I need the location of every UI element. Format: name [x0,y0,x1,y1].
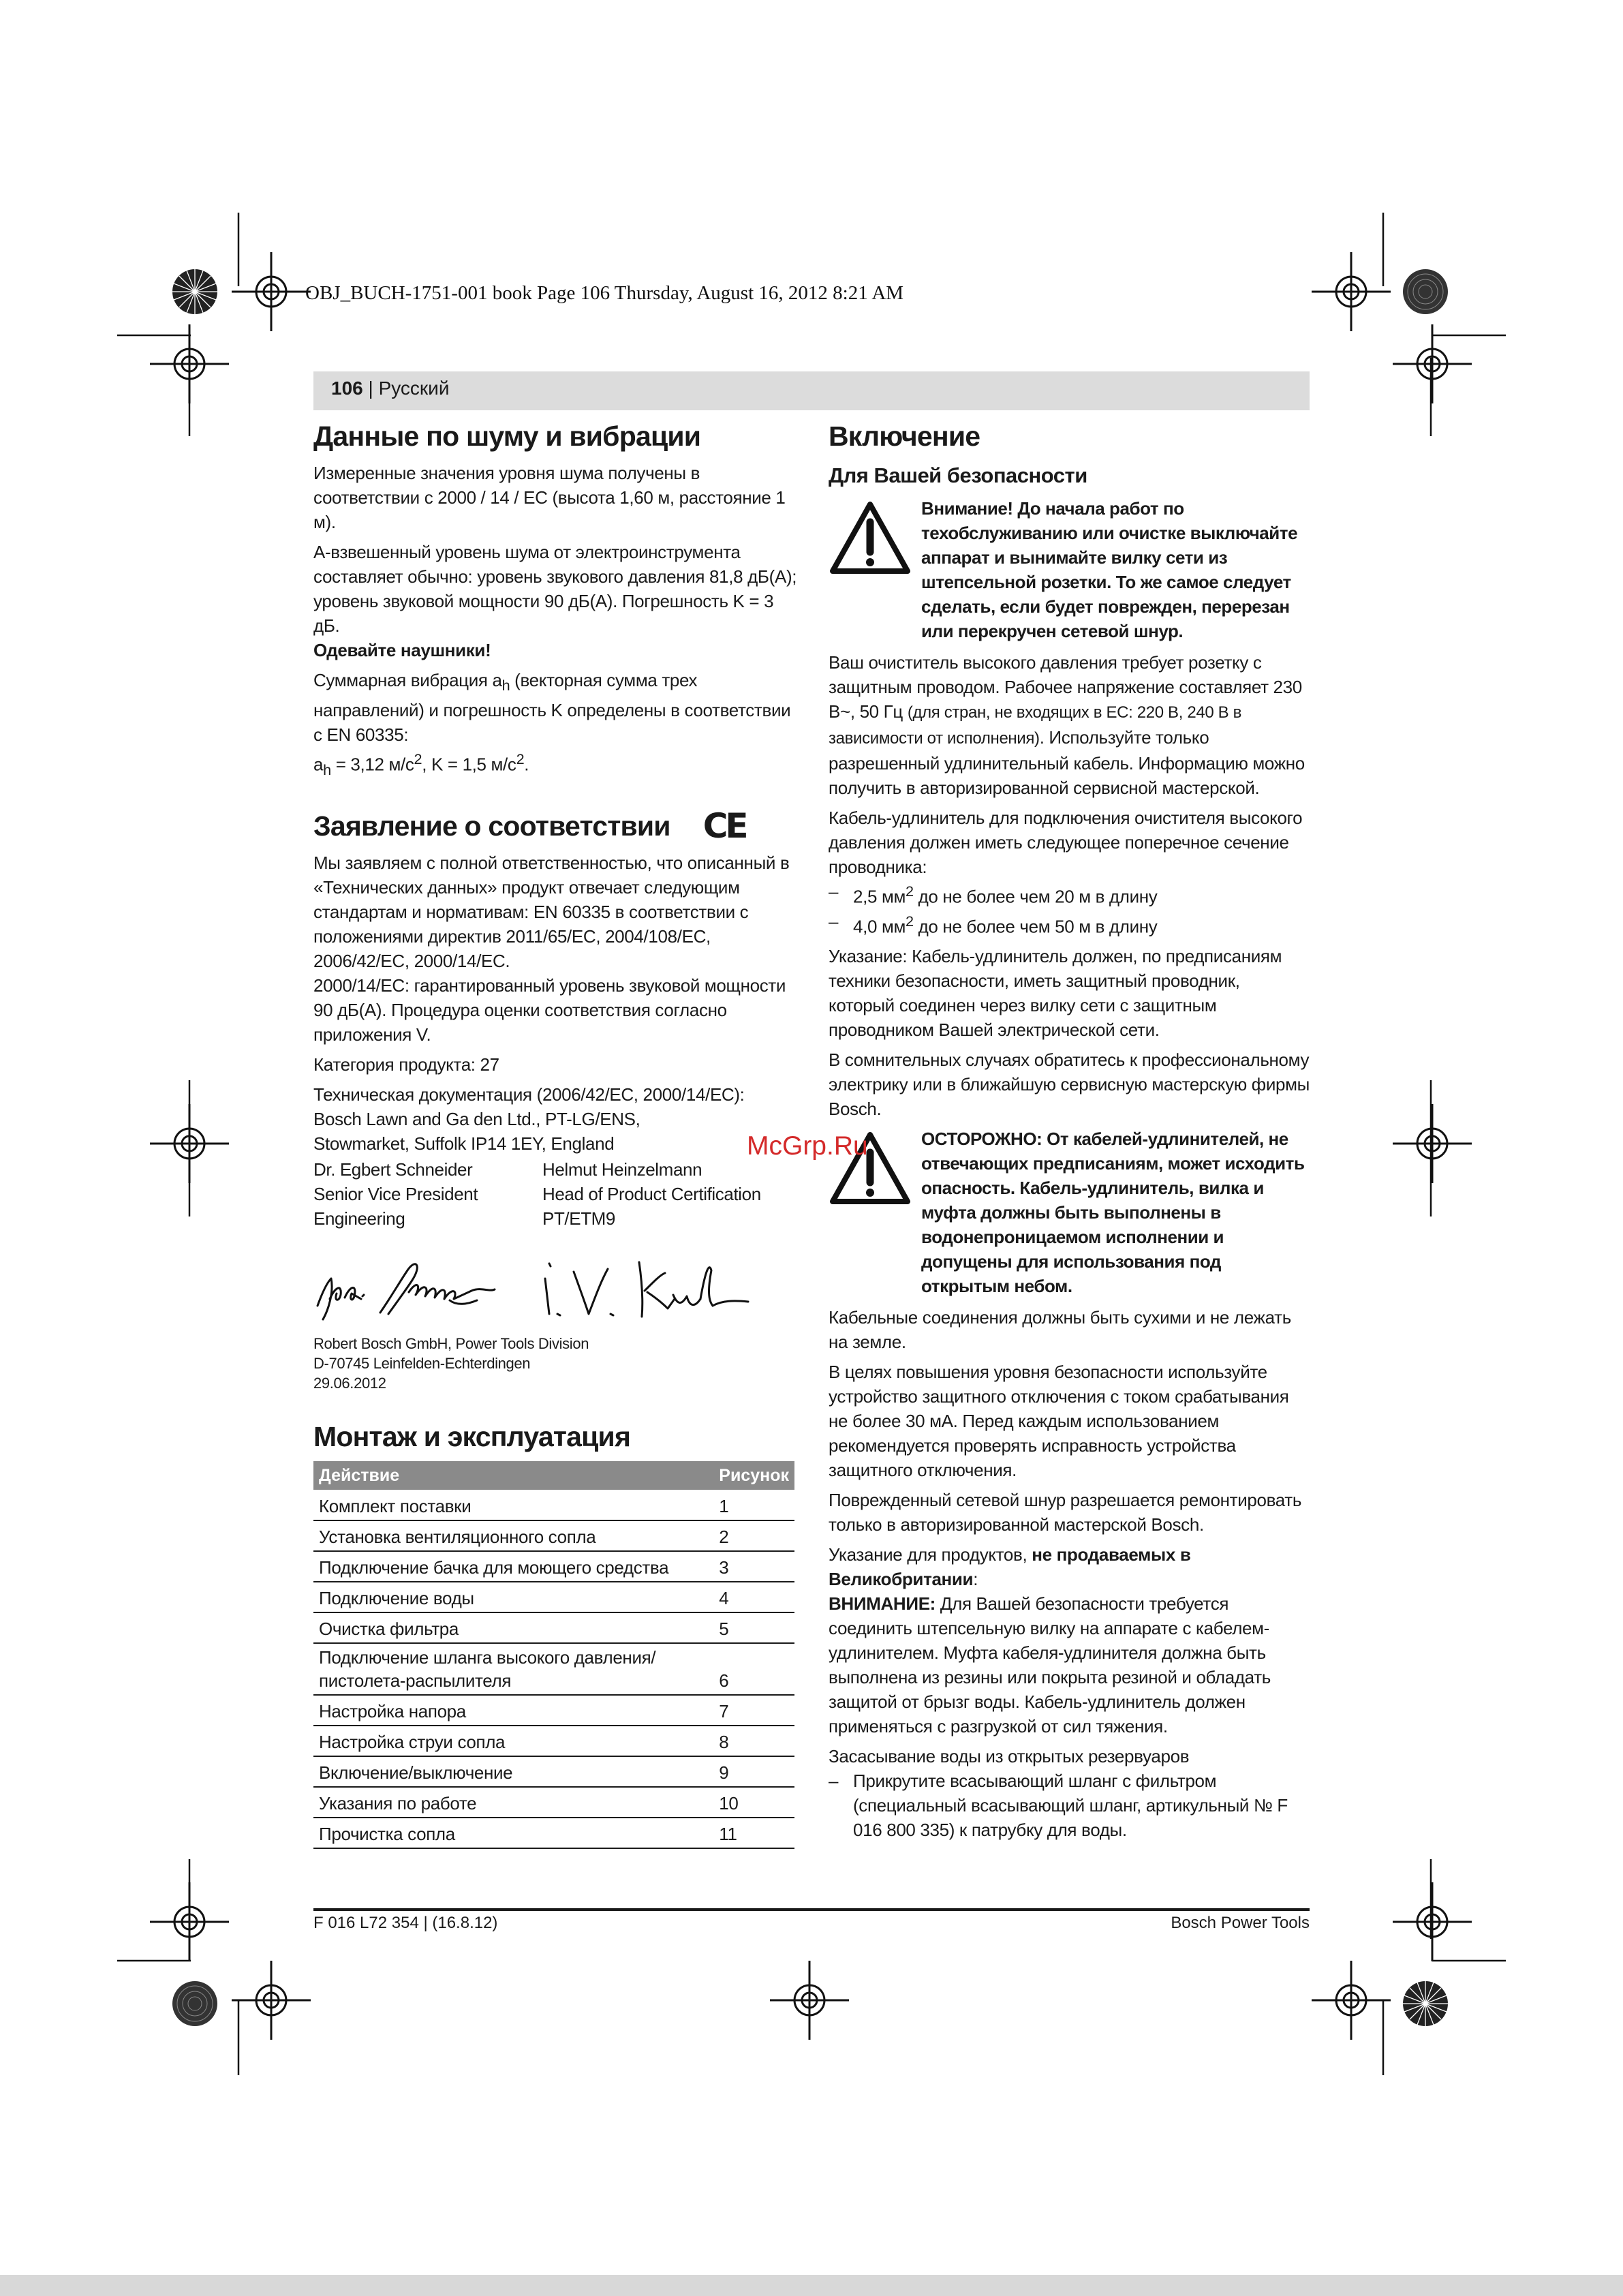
conformity-paragraph: 2000/14/EC: гарантированный уровень звуковой мощности 90 дБ(A). Процедура оценки соответствия согласно приложения V. [313,975,786,1045]
signer-name: Helmut Heinzelmann [542,1159,702,1180]
table-cell-action: Подключение воды [313,1582,713,1612]
table-cell-action: Подключение бачка для моющего средства [313,1551,713,1582]
vibration-subscript: h [323,761,331,779]
registration-sunburst-icon [172,269,218,315]
list-item [829,909,1310,939]
vibration-value: , K = 1,5 м/с [422,754,516,775]
vibration-superscript: 2 [516,750,525,768]
table-cell-action: Настройка струи сопла [313,1726,713,1756]
attention-text: Для Вашей безопасности требуется соединить штепсельную вилку на аппарате с кабелем-удлинителем. Муфта кабеля-удлинителя должна быть выполнена из резины или покрыта резиной и обладать защитой от брызг воды. Кабель-удлинитель должен применяться с разгрузкой от сил тяжения. [829,1593,1271,1737]
header-language: Русский [378,378,450,399]
print-slug: OBJ_BUCH-1751-001 book Page 106 Thursday, August 16, 2012 8:21 AM [305,282,904,304]
vibration-subscript: h [501,677,510,694]
watermark: McGrp.Ru [747,1131,868,1161]
footer-rule [313,1908,1310,1911]
assembly-table [313,1461,794,1849]
page-header [313,371,1310,410]
warning-block [829,1127,1310,1298]
suction-list [829,1769,1310,1842]
table-row [313,1643,794,1695]
noise-title: Данные по шуму и вибрации [313,420,701,452]
uk-note-end: : [973,1569,978,1590]
table-row [313,1756,794,1787]
cable-length: до не более чем 50 м в длину [913,916,1158,937]
signer-title: Head of Product Certification [542,1184,761,1205]
table-cell-action: Комплект поставки [313,1490,713,1520]
left-column [313,417,800,1849]
table-cell-figure: 2 [713,1520,794,1551]
table-cell-figure: 3 [713,1551,794,1582]
vibration-text: Суммарная вибрация a [313,670,502,690]
registration-sunburst-icon [172,1980,218,2027]
table-row [313,1695,794,1726]
warning-triangle-icon [829,496,921,643]
signers [313,1157,800,1231]
tech-doc-line: Stowmarket, Suffolk IP14 1EY, England [313,1133,615,1154]
note-paragraph: В сомнительных случаях обратитесь к профессиональному электрику или в ближайшую сервисную мастерскую фирмы Bosch. [829,1050,1310,1120]
vibration-symbol: a [313,754,324,775]
table-cell-action: Установка вентиляционного сопла [313,1520,713,1551]
signer-1 [313,1157,542,1231]
right-column [829,417,1310,1848]
list-item: – Прикрутите всасывающий шланг с фильтром (специальный всасывающий шланг, артикульный № F 016 800 335) к патрубку для воды. [829,1769,1310,1842]
noise-paragraph: Измеренные значения уровня шума получены в соответствии с 2000 / 14 / EC (высота 1,60 м, расстояние 1 м). [313,463,786,532]
table-cell-action: Указания по работе [313,1787,713,1818]
table-row [313,1582,794,1612]
table-row [313,1726,794,1756]
power-text: Ваш очиститель высокого давления требует розетку с защитным проводом. Рабочее напряжение составляет 230 В~, 50 Гц [829,652,1302,722]
vibration-paragraph [313,668,800,747]
table-row [313,1490,794,1520]
list-item [829,879,1310,909]
signer-title: Senior Vice President [313,1184,478,1205]
power-paragraph: В целях повышения уровня безопасности используйте устройство защитного отключения с током срабатывания не более 30 мА. Перед каждым использованием рекомендуется проверять исправность устройства защитного отключения. [829,1362,1289,1481]
noise-warning: Одевайте наушники! [313,640,491,660]
noise-paragraph: А-взвешенный уровень шума от электроинструмента составляет обычно: уровень звукового давления 81,8 дБ(A); уровень звуковой мощности 90 дБ(A). Погрешность K = 3 дБ. [313,542,797,636]
power-title: Включение [829,420,980,452]
table-row [313,1787,794,1818]
table-header-row [313,1461,794,1490]
attention-paragraph [829,1591,1310,1739]
company-info [313,1334,800,1393]
registration-sunburst-icon [1402,269,1449,315]
uk-note-bold: не продаваемых в Великобритании [829,1544,1191,1590]
table-cell-figure: 7 [713,1695,794,1726]
power-text: . Используйте только разрешенный удлинительный кабель. Информацию можно получить в авторизированной сервисной мастерской. [829,727,1305,798]
product-category: Категория продукта: 27 [313,1054,499,1075]
tech-doc-line: Техническая документация (2006/42/EC, 2000/14/EC): [313,1084,745,1105]
cable-list [829,879,1310,938]
bottom-bar [0,2275,1623,2296]
table-cell-action: Очистка фильтра [313,1612,713,1643]
tech-doc-line: Bosch Lawn and Ga den Ltd., PT-LG/ENS, [313,1109,640,1130]
uk-note [829,1542,1310,1591]
table-cell-figure: 5 [713,1612,794,1643]
registration-sunburst-icon [1402,1980,1449,2027]
signer-title: PT/ETM9 [542,1208,615,1229]
cable-paragraph: Кабель-удлинитель для подключения очистителя высокого давления должен иметь следующее поперечное сечение проводника: [829,808,1303,877]
table-row [313,1612,794,1643]
page-number: 106 [331,378,363,399]
table-cell-action: Подключение шланга высокого давления/ пистолета-распылителя [313,1643,713,1695]
cable-length: до не более чем 20 м в длину [913,886,1158,907]
conformity-heading [313,807,800,845]
table-cell-action: Включение/выключение [313,1756,713,1787]
cable-size: 2,5 мм [853,886,906,907]
vibration-value: = 3,12 м/с [330,754,414,775]
cable-superscript: 2 [906,883,914,900]
attention-label: ВНИМАНИЕ: [829,1593,936,1614]
table-cell-figure: 10 [713,1787,794,1818]
table-cell-figure: 9 [713,1756,794,1787]
power-paragraph [829,650,1310,800]
ce-mark-icon: CE [702,806,746,846]
table-cell-action: Прочистка сопла [313,1818,713,1848]
table-row [313,1520,794,1551]
note-paragraph: Указание: Кабель-удлинитель должен, по предписаниям техники безопасности, иметь защитный проводник, который соединен через вилку сети с защитным проводником Вашей электрической сети. [829,946,1282,1041]
suction-title: Засасывание воды из открытых резервуаров [829,1746,1190,1767]
warning-block [829,496,1310,643]
power-paragraph: Кабельные соединения должны быть сухими и не лежать на земле. [829,1307,1291,1353]
assembly-title: Монтаж и эксплуатация [313,1421,631,1453]
footer-doc-number: F 016 L72 354 | (16.8.12) [313,1914,498,1932]
signer-2 [542,1157,761,1231]
vibration-end: . [524,754,529,775]
safety-subtitle: Для Вашей безопасности [829,463,1087,487]
page-header-text [331,378,449,399]
signer-title: Engineering [313,1208,405,1229]
table-cell-figure: 4 [713,1582,794,1612]
table-row [313,1551,794,1582]
cable-size: 4,0 мм [853,916,906,937]
table-cell-figure: 8 [713,1726,794,1756]
vibration-text: (векторная сумма трех направлений) и погрешность K определены в соответствии с EN 60335: [313,670,791,746]
signer-name: Dr. Egbert Schneider [313,1159,473,1180]
table-header-figure: Рисунок [713,1461,794,1490]
table-row [313,1818,794,1848]
company-line: D-70745 Leinfelden-Echterdingen [313,1355,531,1373]
footer-brand: Bosch Power Tools [1171,1914,1310,1932]
warning-text: Внимание! До начала работ по техобслуживанию или очистке выключайте аппарат и вынимайте вилку сети из штепсельной розетки. То же самое следует сделать, если будет поврежден, перерезан или перекручен сетевой шнур. [921,498,1298,641]
power-text-small: (для стран, не входящих в ЕС: 220 В, 240 В в зависимости от исполнения) [829,703,1242,748]
conformity-date: 29.06.2012 [313,1375,386,1392]
warning-text: ОСТОРОЖНО: От кабелей-удлинителей, не отвечающих предписаниям, может исходить опасность. Кабель-удлинитель, вилка и муфта должны быть выполнены в водонепроницаемом исполнении и допущены для использования под открытым небом. [921,1129,1305,1297]
conformity-paragraph: Мы заявляем с полной ответственностью, что описанный в «Технических данных» продукт отвечает следующим стандартам и нормативам: EN 60335 в соответствии с положениями директив 2011/65/EC, 2004/108/EC, 2006/42/EC, 2000/14/EC. [313,853,790,972]
power-paragraph: Поврежденный сетевой шнур разрешается ремонтировать только в авторизированной мастерской Bosch. [829,1490,1302,1535]
header-separator: | [362,378,379,399]
table-cell-action: Настройка напора [313,1695,713,1726]
vibration-values [313,747,800,782]
company-line: Robert Bosch GmbH, Power Tools Division [313,1335,589,1353]
signature-image [313,1251,749,1322]
uk-note-text: Указание для продуктов, [829,1544,1032,1565]
table-cell-figure: 6 [713,1643,794,1695]
table-cell-figure: 11 [713,1818,794,1848]
table-header-action: Действие [313,1461,713,1490]
table-cell-figure: 1 [713,1490,794,1520]
conformity-title: Заявление о соответствии [313,810,670,842]
cable-superscript: 2 [906,912,914,930]
vibration-superscript: 2 [414,750,422,768]
